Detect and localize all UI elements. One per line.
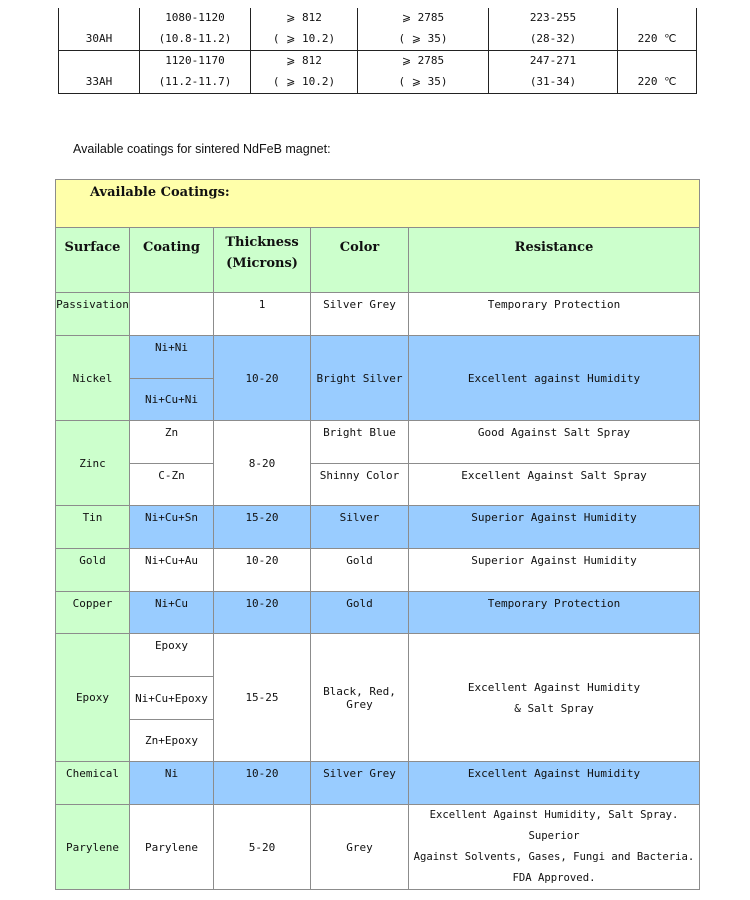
coating-cell: Ni+Ni bbox=[130, 336, 214, 379]
thickness-cell: 10-20 bbox=[214, 549, 311, 592]
surface-nickel: Nickel bbox=[56, 336, 130, 421]
grade-row-30ah bbox=[59, 8, 697, 51]
resistance-line: & Salt Spray bbox=[514, 701, 594, 715]
header-surface: Surface bbox=[56, 228, 130, 293]
resistance-line: FDA Approved. bbox=[512, 872, 596, 884]
table-row bbox=[56, 634, 700, 677]
surface-zinc: Zinc bbox=[56, 421, 130, 506]
intrinsic-coercivity-cell: ⩾ 2785 ( ⩾ 35) bbox=[358, 51, 489, 94]
color-cell: Silver bbox=[311, 506, 409, 549]
grade-cell: 33AH bbox=[59, 51, 140, 94]
coercivity-cell: ⩾ 812 ( ⩾ 10.2) bbox=[251, 51, 358, 94]
header-resistance: Resistance bbox=[409, 228, 700, 293]
coating-cell: Epoxy bbox=[130, 634, 214, 677]
surface-passivation: Passivation bbox=[56, 293, 130, 336]
table-row bbox=[56, 464, 700, 506]
color-cell: Gold bbox=[311, 592, 409, 634]
table-row bbox=[56, 506, 700, 549]
max-temp-cell: 220 ℃ bbox=[618, 51, 697, 94]
color-cell: Shinny Color bbox=[311, 464, 409, 506]
thickness-cell: 10-20 bbox=[214, 592, 311, 634]
coatings-title-row bbox=[56, 180, 700, 228]
coating-cell: Ni bbox=[130, 762, 214, 805]
surface-chemical: Chemical bbox=[56, 762, 130, 805]
thickness-cell: 15-25 bbox=[214, 634, 311, 762]
coatings-heading: Available coatings for sintered NdFeB magnet: bbox=[73, 142, 331, 156]
resistance-cell: Excellent against Humidity bbox=[409, 336, 700, 421]
thickness-cell: 10-20 bbox=[214, 762, 311, 805]
grade-cell: 30AH bbox=[59, 8, 140, 51]
intrinsic-coercivity-cell: ⩾ 2785 ( ⩾ 35) bbox=[358, 8, 489, 51]
thickness-cell: 10-20 bbox=[214, 336, 311, 421]
table-row bbox=[56, 421, 700, 464]
resistance-cell bbox=[409, 634, 700, 762]
coating-cell: Zn bbox=[130, 421, 214, 464]
color-cell: Silver Grey bbox=[311, 293, 409, 336]
table-row bbox=[56, 549, 700, 592]
coatings-title: Available Coatings: bbox=[56, 180, 700, 228]
max-temp-cell: 220 ℃ bbox=[618, 8, 697, 51]
color-cell: Gold bbox=[311, 549, 409, 592]
grade-row-33ah bbox=[59, 51, 697, 94]
color-cell: Black, Red, Grey bbox=[311, 634, 409, 762]
header-thickness-line1: Thickness bbox=[225, 235, 299, 250]
coating-cell: Ni+Cu+Epoxy bbox=[130, 677, 214, 720]
coating-cell: Ni+Cu+Sn bbox=[130, 506, 214, 549]
thickness-cell: 8-20 bbox=[214, 421, 311, 506]
thickness-cell: 5-20 bbox=[214, 805, 311, 890]
color-cell: Silver Grey bbox=[311, 762, 409, 805]
resistance-line: Excellent Against Humidity, Salt Spray. Superior bbox=[429, 809, 679, 842]
energy-product-cell: 223-255 (28-32) bbox=[489, 8, 618, 51]
table-row bbox=[56, 592, 700, 634]
coating-cell: Ni+Cu+Au bbox=[130, 549, 214, 592]
resistance-cell: Temporary Protection bbox=[409, 293, 700, 336]
color-cell: Bright Blue bbox=[311, 421, 409, 464]
coating-cell: Ni+Cu+Ni bbox=[130, 379, 214, 421]
thickness-cell: 15-20 bbox=[214, 506, 311, 549]
coating-cell: C-Zn bbox=[130, 464, 214, 506]
resistance-line: Excellent Against Humidity bbox=[467, 680, 641, 694]
surface-gold: Gold bbox=[56, 549, 130, 592]
coating-cell bbox=[130, 293, 214, 336]
header-thickness bbox=[214, 228, 311, 293]
remanence-cell: 1120-1170 (11.2-11.7) bbox=[140, 51, 251, 94]
surface-epoxy: Epoxy bbox=[56, 634, 130, 762]
surface-parylene: Parylene bbox=[56, 805, 130, 890]
table-row bbox=[56, 762, 700, 805]
coatings-table bbox=[55, 179, 700, 890]
resistance-line: Against Solvents, Gases, Fungi and Bacteria. bbox=[413, 851, 695, 863]
table-row bbox=[56, 293, 700, 336]
coating-cell: Parylene bbox=[130, 805, 214, 890]
coating-cell: Ni+Cu bbox=[130, 592, 214, 634]
energy-product-cell: 247-271 (31-34) bbox=[489, 51, 618, 94]
table-row bbox=[56, 336, 700, 379]
header-row bbox=[56, 228, 700, 293]
resistance-cell: Superior Against Humidity bbox=[409, 549, 700, 592]
header-color: Color bbox=[311, 228, 409, 293]
table-row bbox=[56, 805, 700, 890]
surface-copper: Copper bbox=[56, 592, 130, 634]
remanence-cell: 1080-1120 (10.8-11.2) bbox=[140, 8, 251, 51]
color-cell: Grey bbox=[311, 805, 409, 890]
header-thickness-line2: (Microns) bbox=[226, 256, 298, 271]
header-coating: Coating bbox=[130, 228, 214, 293]
thickness-cell: 1 bbox=[214, 293, 311, 336]
coating-cell: Zn+Epoxy bbox=[130, 720, 214, 762]
surface-tin: Tin bbox=[56, 506, 130, 549]
resistance-cell: Excellent Against Humidity bbox=[409, 762, 700, 805]
resistance-cell: Superior Against Humidity bbox=[409, 506, 700, 549]
resistance-cell bbox=[409, 805, 700, 890]
color-cell: Bright Silver bbox=[311, 336, 409, 421]
resistance-cell: Good Against Salt Spray bbox=[409, 421, 700, 464]
grade-properties-table bbox=[58, 8, 697, 94]
resistance-cell: Temporary Protection bbox=[409, 592, 700, 634]
coercivity-cell: ⩾ 812 ( ⩾ 10.2) bbox=[251, 8, 358, 51]
resistance-cell: Excellent Against Salt Spray bbox=[409, 464, 700, 506]
